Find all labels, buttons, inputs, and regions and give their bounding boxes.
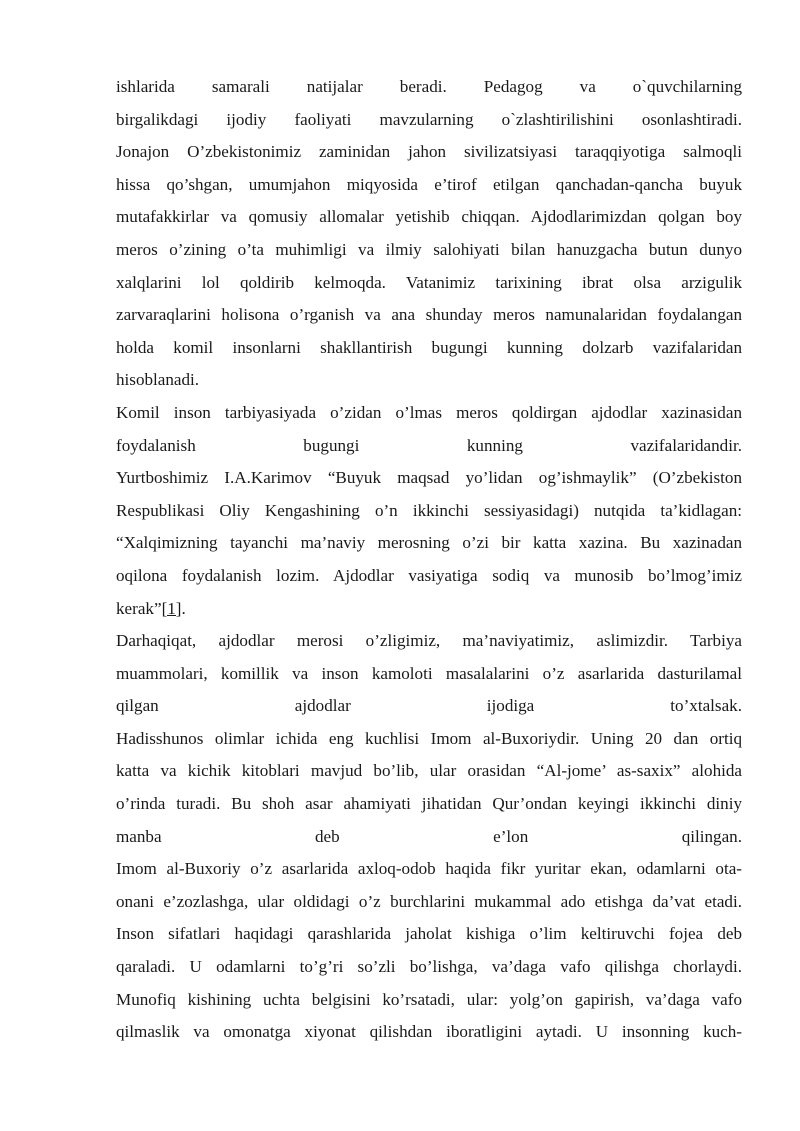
text-line <box>116 723 742 756</box>
text-line <box>116 1016 742 1049</box>
text-line <box>116 201 742 234</box>
document-page <box>116 71 742 1049</box>
line-text: “Xalqimizning tayanchi ma’naviy merosning o’zi bir katta xazina. Bu xazinadan <box>116 533 742 553</box>
line-text: Munofiq kishining uchta belgisini ko’rsatadi, ular: yolg’on gapirish, va’daga vafo <box>116 989 742 1009</box>
text-line <box>116 527 742 560</box>
text-line <box>116 625 742 658</box>
line-text: Imom al-Buxoriy o’z asarlarida axloq-odob haqida fikr yuritar ekan, odamlarni ota- <box>116 859 742 879</box>
text-line <box>116 332 742 365</box>
text-line <box>116 234 742 267</box>
line-text: Darhaqiqat, ajdodlar merosi o’zligimiz, ma’naviyatimiz, aslimizdir. Tarbiya <box>116 631 742 651</box>
line-text: Hadisshunos olimlar ichida eng kuchlisi Imom al-Buxoriydir. Uning 20 dan ortiq <box>116 728 742 748</box>
text-line <box>116 951 742 984</box>
line-text: zarvaraqlarini holisona o’rganish va ana shunday meros namunalaridan foydalangan <box>116 305 742 325</box>
text-line <box>116 690 742 723</box>
reference-link[interactable]: [1] <box>161 598 182 618</box>
line-text: Yurtboshimiz I.A.Karimov “Buyuk maqsad yo’lidan og’ishmaylik” (O’zbekiston <box>116 468 742 488</box>
line-text: onani e’zozlashga, ular oldidagi o’z burchlarini mukammal ado etishga da’vat etadi. <box>116 891 742 911</box>
line-text: o’rinda turadi. Bu shoh asar ahamiyati jihatidan Qur’ondan keyingi ikkinchi diniy <box>116 794 742 814</box>
text-line <box>116 984 742 1017</box>
text-line <box>116 560 742 593</box>
text-line <box>116 821 742 854</box>
line-text: Jonajon O’zbekistonimiz zaminidan jahon sivilizatsiyasi taraqqiyotiga salmoqli <box>116 142 742 162</box>
line-text: hisoblanadi. <box>116 370 200 390</box>
line-text: Inson sifatlari haqidagi qarashlarida jaholat kishiga o’lim keltiruvchi fojea deb <box>116 924 742 944</box>
text-line <box>116 755 742 788</box>
text-line <box>116 364 742 397</box>
line-text-tail: . <box>181 598 186 618</box>
line-text: oqilona foydalanish lozim. Ajdodlar vasiyatiga sodiq va munosib bo’lmog’imiz <box>116 565 742 585</box>
text-line <box>116 495 742 528</box>
text-line <box>116 267 742 300</box>
text-line <box>116 397 742 430</box>
line-text: qilgan ajdodlar ijodiga to’xtalsak. <box>116 696 742 716</box>
text-line <box>116 71 742 104</box>
text-line <box>116 658 742 691</box>
line-text: Komil inson tarbiyasiyada o’zidan o’lmas meros qoldirgan ajdodlar xazinasidan <box>116 402 742 422</box>
line-text: kerak” <box>116 598 162 618</box>
text-line <box>116 853 742 886</box>
text-line <box>116 430 742 463</box>
text-line <box>116 169 742 202</box>
line-text: hissa qo’shgan, umumjahon miqyosida e’tirof etilgan qanchadan-qancha buyuk <box>116 174 742 194</box>
text-line <box>116 918 742 951</box>
text-line <box>116 886 742 919</box>
line-text: manba deb e’lon qilingan. <box>116 826 742 846</box>
line-text: katta va kichik kitoblari mavjud bo’lib, ular orasidan “Al-jome’ as-saxix” alohida <box>116 761 742 781</box>
text-line <box>116 136 742 169</box>
line-text: qilmaslik va omonatga xiyonat qilishdan iboratligini aytadi. U insonning kuch- <box>116 1022 742 1042</box>
line-text: muammolari, komillik va inson kamoloti masalalarini o’z asarlarida dasturilamal <box>116 663 742 683</box>
text-line <box>116 788 742 821</box>
line-text: ishlarida samarali natijalar beradi. Pedagog va o`quvchilarning <box>116 77 742 96</box>
text-line <box>116 299 742 332</box>
line-text: meros o’zining o’ta muhimligi va ilmiy salohiyati bilan hanuzgacha butun dunyo <box>116 239 742 259</box>
line-text: Respublikasi Oliy Kengashining o’n ikkinchi sessiyasidagi) nutqida ta’kidlagan: <box>116 500 742 520</box>
line-text: foydalanish bugungi kunning vazifalaridandir. <box>116 435 742 455</box>
text-line <box>116 462 742 495</box>
line-text: holda komil insonlarni shakllantirish bugungi kunning dolzarb vazifalaridan <box>116 337 742 357</box>
line-text: xalqlarini lol qoldirib kelmoqda. Vatanimiz tarixining ibrat olsa arzigulik <box>116 272 742 292</box>
line-text: qaraladi. U odamlarni to’g’ri so’zli bo’lishga, va’daga vafo qilishga chorlaydi. <box>116 957 742 977</box>
line-text: birgalikdagi ijodiy faoliyati mavzularning o`zlashtirilishini osonlashtiradi. <box>116 109 742 129</box>
text-line <box>116 593 742 626</box>
line-text: mutafakkirlar va qomusiy allomalar yetishib chiqqan. Ajdodlarimizdan qolgan boy <box>116 207 742 227</box>
text-line <box>116 104 742 137</box>
